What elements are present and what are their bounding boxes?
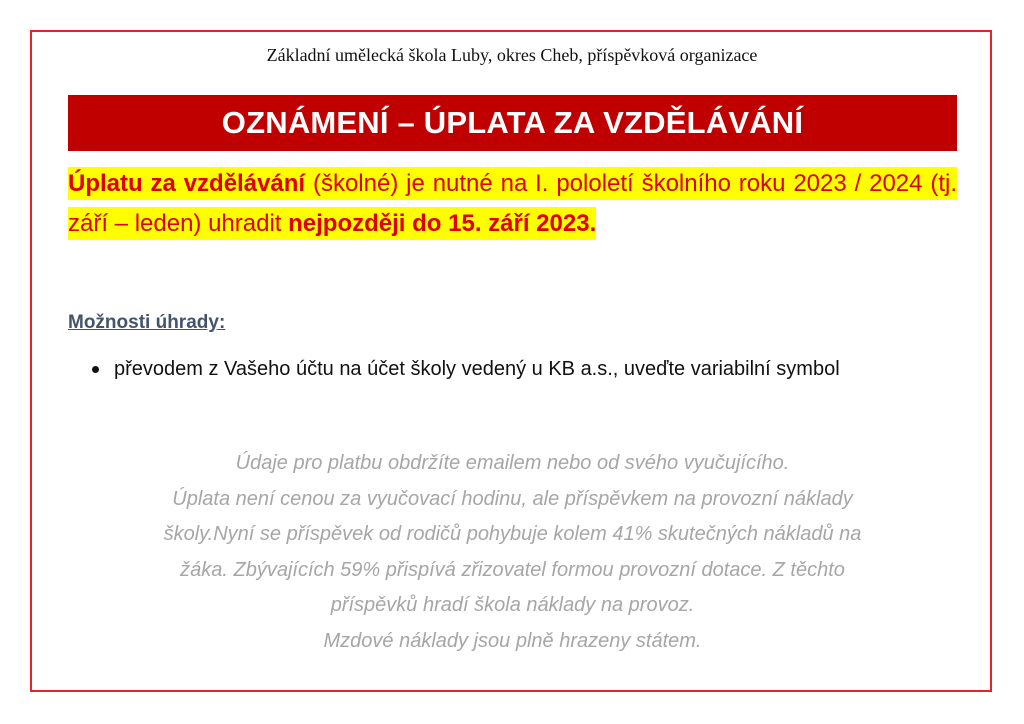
notice-bold-start: Úplatu za vzdělávání xyxy=(68,170,306,197)
notice-highlight xyxy=(68,167,957,240)
payment-options-list xyxy=(92,352,922,386)
info-line: Mzdové náklady jsou plně hrazeny státem. xyxy=(323,629,702,652)
payment-options-heading: Možnosti úhrady: xyxy=(68,312,226,333)
notice-middle: (školné) je nutné na I. pololetí školního roku 2023 / 2024 (tj. září – leden) uhradit xyxy=(68,170,957,237)
payment-notice xyxy=(68,164,957,244)
info-line: Údaje pro platbu obdržíte emailem nebo od svého vyučujícího. xyxy=(235,452,790,474)
info-paragraph xyxy=(68,446,957,659)
organization-name: Základní umělecká škola Luby, okres Cheb, příspěvková organizace xyxy=(266,45,758,65)
payment-option-text: převodem z Vašeho účtu na účet školy vedený u KB a.s., uveďte variabilní symbol xyxy=(114,358,840,380)
notice-deadline: nejpozději do 15. září 2023. xyxy=(288,210,597,237)
announcement-title: OZNÁMENÍ – ÚPLATA ZA VZDĚLÁVÁNÍ xyxy=(68,95,957,151)
info-line: žáka. Zbývajících 59% přispívá zřizovatel formou provozní dotace. Z těchto xyxy=(180,558,845,581)
info-line: školy.Nyní se příspěvek od rodičů pohybuje kolem 41% skutečných nákladů na xyxy=(163,523,862,545)
list-item xyxy=(92,352,922,386)
info-line: Úplata není cenou za vyučovací hodinu, ale příspěvkem na provozní náklady xyxy=(172,487,853,510)
bullet-icon xyxy=(92,366,99,373)
info-line: příspěvků hradí škola náklady na provoz. xyxy=(330,594,695,616)
